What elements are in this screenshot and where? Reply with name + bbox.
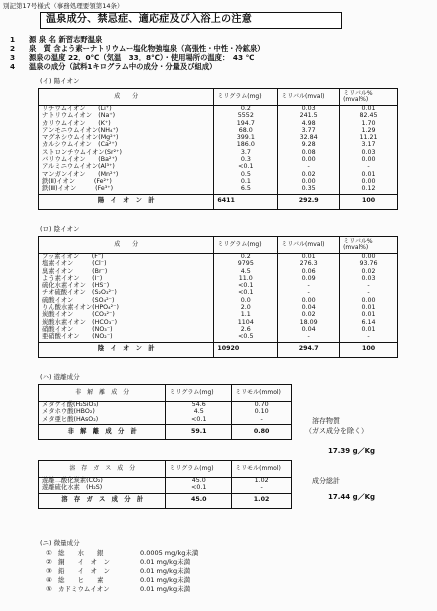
mg-value: <0.1 [166,485,232,493]
mg-value: 11.0 [214,276,278,283]
mvalpct-value: 0.00 [340,254,398,262]
mval-value: 0.04 [278,327,340,334]
component-name: リチウムイオン (Li⁺) [42,105,112,112]
component-name: フッ素イオン (F⁻) [42,253,104,260]
anion-total-row [39,342,398,357]
mvalpct-value: - [340,164,398,171]
header-no-3: 3 [10,53,16,62]
trace-section-label: (ニ) 微量成分 [40,539,80,547]
gas-total-row [39,493,292,508]
mvalpct-value: 0.12 [340,186,398,194]
mg-value: 0.1 [214,179,278,186]
mmol-value: - [232,417,292,425]
mmol-value: 0.70 [232,402,292,410]
mvalpct-value: 0.03 [340,276,398,283]
component-name: よう素イオン (I⁻) [42,274,103,282]
component-name: 炭酸イオン (CO₃²⁻) [42,311,115,319]
component-name: 遊離二酸化炭素(CO₂) [42,477,103,484]
mg-value: 1.1 [214,312,278,319]
trace-no: ⑤ [46,585,52,593]
trace-value: 0.01 mg/kg未満 [140,567,191,575]
mvalpct-value: 0.01 [340,305,398,312]
trace-no: ② [46,558,52,566]
cation-total-row [39,194,398,209]
cation-header-mvalpct: ミリバル%(mval%) [340,89,398,106]
mg-value: 399.1 [214,135,278,142]
component-name: ストロンチウムイオン(Sr²⁺) [42,148,122,156]
component-name: 鉄(Ⅲ)イオン (Fe³⁺) [42,185,114,193]
mval-value: 32.84 [278,135,340,142]
mval-value: 0.08 [278,150,340,157]
mval-value: - [278,334,340,342]
header-no-2: 2 [10,44,16,53]
cation-header-mg: ミリグラム(mg) [214,89,278,106]
trace-value: 0.01 mg/kg未満 [140,576,191,584]
gas-total-label: 溶 存 ガ ス 成 分 計 [39,493,166,508]
nondiss-total-mg: 59.1 [166,424,232,439]
mval-value: 0.04 [278,305,340,312]
mg-value: 4.5 [214,269,278,276]
cation-header-component: 成 分 [39,89,214,106]
table-row [39,186,398,194]
component-name: メタ亜ヒ酸(HAsO₂) [42,415,99,423]
mvalpct-value: 0.00 [340,157,398,164]
mval-value: 0.09 [278,276,340,283]
component-name: マンガンイオン (Mn²⁺) [42,170,119,178]
mvalpct-value: 0.01 [340,312,398,319]
gas-header-mg: ミリグラム(mg) [166,461,232,478]
mvalpct-value: 0.00 [340,179,398,186]
mg-value: 3.7 [214,150,278,157]
document-title: 温泉成分、禁忌症、適応症及び入浴上の注意 [46,14,252,25]
component-name: 硫化水素イオン (HS⁻) [42,282,110,290]
component-name: アンモニウムイオン(NH₄⁺) [42,126,119,134]
component-name: マグネシウムイオン(Mg²⁺) [42,134,119,142]
cation-table [38,88,398,210]
anion-header-component: 成 分 [39,237,214,254]
nondiss-total-label: 非 解 離 成 分 計 [39,424,166,439]
mg-value: <0.1 [214,283,278,290]
mval-value: 0.00 [278,157,340,164]
header-no-4: 4 [10,62,16,71]
mval-value: 0.02 [278,172,340,179]
trace-name: カドミウムイオン [58,585,110,593]
table-row [39,417,292,425]
mg-value: 0.0 [214,298,278,305]
mg-value: 0.5 [214,172,278,179]
mvalpct-value: - [340,290,398,297]
header-no-1: 1 [10,35,16,44]
nondiss-header-component: 非 解 離 成 分 [39,385,166,402]
anion-total-mg: 10920 [214,342,278,357]
nondiss-table [38,384,292,440]
gas-total-mmol: 1.02 [232,493,292,508]
mvalpct-value: 0.00 [340,298,398,305]
mvalpct-value: - [340,334,398,342]
header-line-2: 泉 質 含よう素ーナトリウムー塩化物強塩泉（高張性・中性・冷鉱泉） [29,44,265,53]
cation-total-label: 陽 イ オ ン 計 [39,194,214,209]
mg-value: <0.1 [214,164,278,171]
mvalpct-value: 93.76 [340,261,398,268]
mvalpct-value: 1.70 [340,121,398,128]
mg-value: 2.6 [214,327,278,334]
mval-value: 0.03 [278,106,340,114]
component-name: 炭酸水素イオン (HCO₃⁻) [42,318,118,326]
dissolved-sublabel: （ガス成分を除く） [305,427,368,435]
component-name: りん酸水素イオン(HPO₄²⁻) [42,304,119,312]
component-name: 硝酸イオン (NO₃⁻) [42,325,113,333]
mval-value: - [278,164,340,171]
mvalpct-value: 0.01 [340,106,398,114]
mg-value: 186.0 [214,142,278,149]
gas-header-component: 溶 存 ガ ス 成 分 [39,461,166,478]
trace-name: 総 水 銀 [58,549,104,557]
anion-header-mval: ミリバル(mval) [278,237,340,254]
nondiss-section-label: (ハ) 遊離成分 [40,373,80,381]
mval-value: 0.06 [278,269,340,276]
component-name: 塩素イオン (Cl⁻) [42,260,107,268]
nondiss-total-row [39,424,292,439]
mvalpct-value: 1.29 [340,128,398,135]
component-name: チオ硫酸イオン (S₂O₃²⁻) [42,289,117,297]
anion-total-mvalpct: 100 [340,342,398,357]
mval-value: 9.28 [278,142,340,149]
mg-value: <0.5 [214,334,278,342]
gas-header-mmol: ミリモル(mmol) [232,461,292,478]
component-name: バリウムイオン (Ba²⁺) [42,156,118,164]
mg-value: <0.1 [214,290,278,297]
anion-total-mval: 294.7 [278,342,340,357]
mval-value: 0.02 [278,312,340,319]
header-line-1: 源 泉 名 新習志野温泉 [29,35,103,44]
trace-no: ③ [46,567,52,575]
mg-value: 68.0 [214,128,278,135]
cation-total-mg: 6411 [214,194,278,209]
mg-value: 4.5 [166,409,232,416]
header-line-3: 源泉の温度 22．0℃（気温 33．8℃）・使用場所の温度： 43 ℃ [29,53,255,62]
table-row [39,334,398,342]
trace-value: 0.0005 mg/kg未満 [140,549,199,557]
component-name: 鉄(Ⅱ)イオン (Fe²⁺) [42,177,112,185]
mvalpct-value: 82.45 [340,113,398,120]
anion-header-mvalpct: ミリバル%(mval%) [340,237,398,254]
mval-value: 241.5 [278,113,340,120]
component-name: 遊離硫化水素 (H₂S) [42,484,103,492]
cation-total-mvalpct: 100 [340,194,398,209]
form-number: 別記第17号様式（事務処理要領第14条） [3,2,124,10]
mmol-value: 0.10 [232,409,292,416]
anion-total-label: 陰 イ オ ン 計 [39,342,214,357]
mvalpct-value: 6.14 [340,320,398,327]
trace-value: 0.01 mg/kg未満 [140,558,191,566]
dissolved-value: 17.39 g／Kg [328,447,376,455]
mval-value: 4.98 [278,121,340,128]
mg-value: 0.3 [214,157,278,164]
anion-table [38,236,398,358]
nondiss-header-mmol: ミリモル(mmol) [232,385,292,402]
anion-header-mg: ミリグラム(mg) [214,237,278,254]
mg-value: 6.5 [214,186,278,194]
mg-value: 54.6 [166,402,232,410]
cation-section-label: (イ) 陽イオン [40,77,80,85]
mval-value: 18.09 [278,320,340,327]
trace-name: 総 ヒ 素 [58,576,104,584]
mval-value: 276.3 [278,261,340,268]
mval-value: 0.35 [278,186,340,194]
mval-value: 0.01 [278,254,340,262]
mvalpct-value: 3.17 [340,142,398,149]
trace-value: 0.01 mg/kg未満 [140,585,191,593]
dissolved-label: 溶存物質 [312,417,340,425]
gas-table [38,460,292,509]
cation-total-mval: 292.9 [278,194,340,209]
mmol-value: - [232,485,292,493]
mval-value: 3.77 [278,128,340,135]
mg-value: 2.0 [214,305,278,312]
trace-no: ④ [46,576,52,584]
component-name: カルシウムイオン (Ca²⁺) [42,141,118,149]
trace-no: ① [46,549,52,557]
mvalpct-value: 0.03 [340,150,398,157]
component-name: 臭素イオン (Br⁻) [42,267,108,275]
total-components-value: 17.44 g／Kg [328,493,376,501]
trace-name: 鉛 イ オ ン [58,567,110,575]
component-name: 硫酸イオン (SO₄²⁻) [42,296,115,304]
mg-value: 5552 [214,113,278,120]
mval-value: 0.00 [278,298,340,305]
component-name: 亜硝酸イオン (NO₂⁻) [42,333,113,341]
mvalpct-value: - [340,283,398,290]
component-name: ナトリウムイオン (Na⁺) [42,112,116,120]
mg-value: 0.2 [214,106,278,114]
mvalpct-value: 0.02 [340,269,398,276]
component-name: メタホウ酸(HBO₂) [42,408,95,416]
component-name: アルミニウムイオン(Al³⁺) [42,163,115,171]
mvalpct-value: 11.21 [340,135,398,142]
mval-value: - [278,290,340,297]
component-name: カリウムイオン (K⁺) [42,119,111,127]
trace-name: 銅 イ オ ン [58,558,110,566]
gas-total-mg: 45.0 [166,493,232,508]
mg-value: 1104 [214,320,278,327]
total-components-label: 成分総計 [312,477,340,485]
nondiss-header-mg: ミリグラム(mg) [166,385,232,402]
anion-section-label: (ロ) 陰イオン [40,225,80,233]
mg-value: 9795 [214,261,278,268]
cation-header-mval: ミリバル(mval) [278,89,340,106]
header-line-4: 温泉の成分（試料1キログラム中の成分・分量及び組成） [29,62,217,71]
mmol-value: 1.02 [232,478,292,486]
mg-value: 194.7 [214,121,278,128]
mvalpct-value: 0.01 [340,327,398,334]
nondiss-total-mmol: 0.80 [232,424,292,439]
mval-value: - [278,283,340,290]
mvalpct-value: 0.01 [340,172,398,179]
mval-value: 0.00 [278,179,340,186]
component-name: メタケイ酸(H₂SiO₃) [42,401,99,408]
mg-value: 45.0 [166,478,232,486]
table-row [39,485,292,493]
mg-value: 0.2 [214,254,278,262]
mg-value: <0.1 [166,417,232,425]
